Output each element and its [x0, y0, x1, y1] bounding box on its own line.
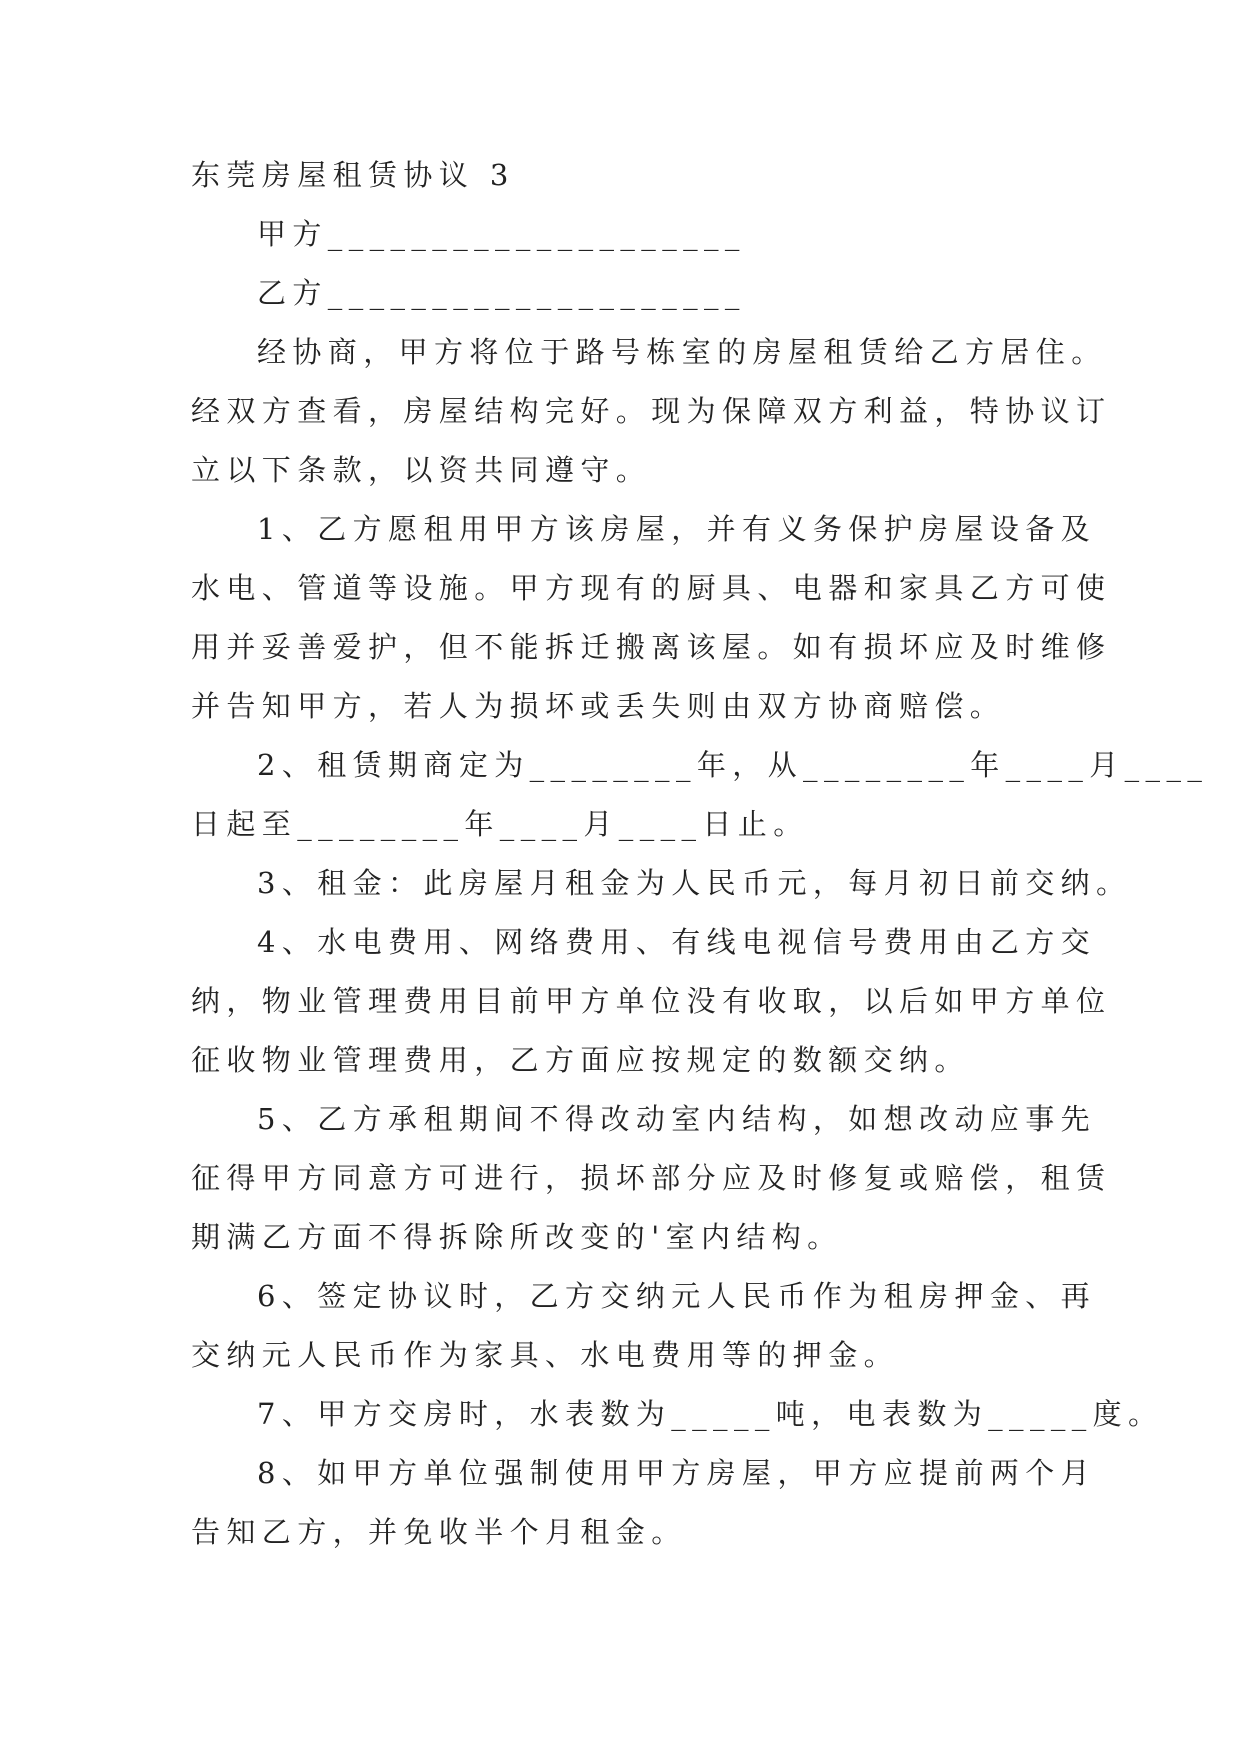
paragraph-line: 日起至________年____月____日止。 [191, 807, 809, 841]
clause-2 [191, 746, 1209, 843]
clause-3 [191, 864, 1132, 902]
paragraph-line: 8、如甲方单位强制使用甲方房屋，甲方应提前两个月 [257, 1456, 1097, 1490]
paragraph-line: 告知乙方，并免收半个月租金。 [191, 1515, 687, 1549]
paragraph-line: 纳，物业管理费用目前甲方单位没有收取，以后如甲方单位 [191, 984, 1112, 1018]
paragraph-line: 经协商，甲方将位于路号栋室的房屋租赁给乙方居住。 [257, 335, 1107, 369]
paragraph-line: 立以下条款，以资共同遵守。 [191, 453, 652, 487]
paragraph-line: 2、租赁期商定为________年，从________年____月____ [257, 748, 1209, 782]
paragraph-line: 水电、管道等设施。甲方现有的厨具、电器和家具乙方可使 [191, 571, 1112, 605]
paragraph-line: 1、乙方愿租用甲方该房屋，并有义务保护房屋设备及 [257, 512, 1097, 546]
paragraph-line: 6、签定协议时，乙方交纳元人民币作为租房押金、再 [257, 1279, 1097, 1313]
paragraph-line: 征得甲方同意方可进行，损坏部分应及时修复或赔偿，租赁 [191, 1161, 1112, 1195]
paragraph-line: 征收物业管理费用，乙方面应按规定的数额交纳。 [191, 1043, 970, 1077]
party-a-line: 甲方____________________ [257, 217, 746, 251]
paragraph-line: 经双方查看，房屋结构完好。现为保障双方利益，特协议订 [191, 394, 1112, 428]
clause-6 [191, 1277, 1097, 1374]
intro-paragraph [191, 333, 1112, 489]
paragraph-line: 7、甲方交房时，水表数为_____吨，电表数为_____度。 [257, 1397, 1164, 1431]
paragraph-line: 用并妥善爱护，但不能拆迁搬离该屋。如有损坏应及时维修 [191, 630, 1112, 664]
paragraph-line: 5、乙方承租期间不得改动室内结构，如想改动应事先 [257, 1102, 1097, 1136]
clause-8 [191, 1454, 1097, 1551]
document-title: 东莞房屋租赁协议 3 [191, 158, 515, 192]
document-body [191, 156, 1209, 1551]
clause-4 [191, 923, 1112, 1079]
paragraph-line: 交纳元人民币作为家具、水电费用等的押金。 [191, 1338, 900, 1372]
paragraph-line: 期满乙方面不得拆除所改变的'室内结构。 [191, 1220, 843, 1254]
paragraph-line: 4、水电费用、网络费用、有线电视信号费用由乙方交 [257, 925, 1097, 959]
clause-5 [191, 1100, 1112, 1256]
party-b-line: 乙方____________________ [257, 276, 746, 310]
paragraph-line: 并告知甲方，若人为损坏或丢失则由双方协商赔偿。 [191, 689, 1006, 723]
clause-7 [191, 1395, 1164, 1433]
clause-1 [191, 510, 1112, 725]
paragraph-line: 3、租金：此房屋月租金为人民币元，每月初日前交纳。 [257, 866, 1132, 900]
